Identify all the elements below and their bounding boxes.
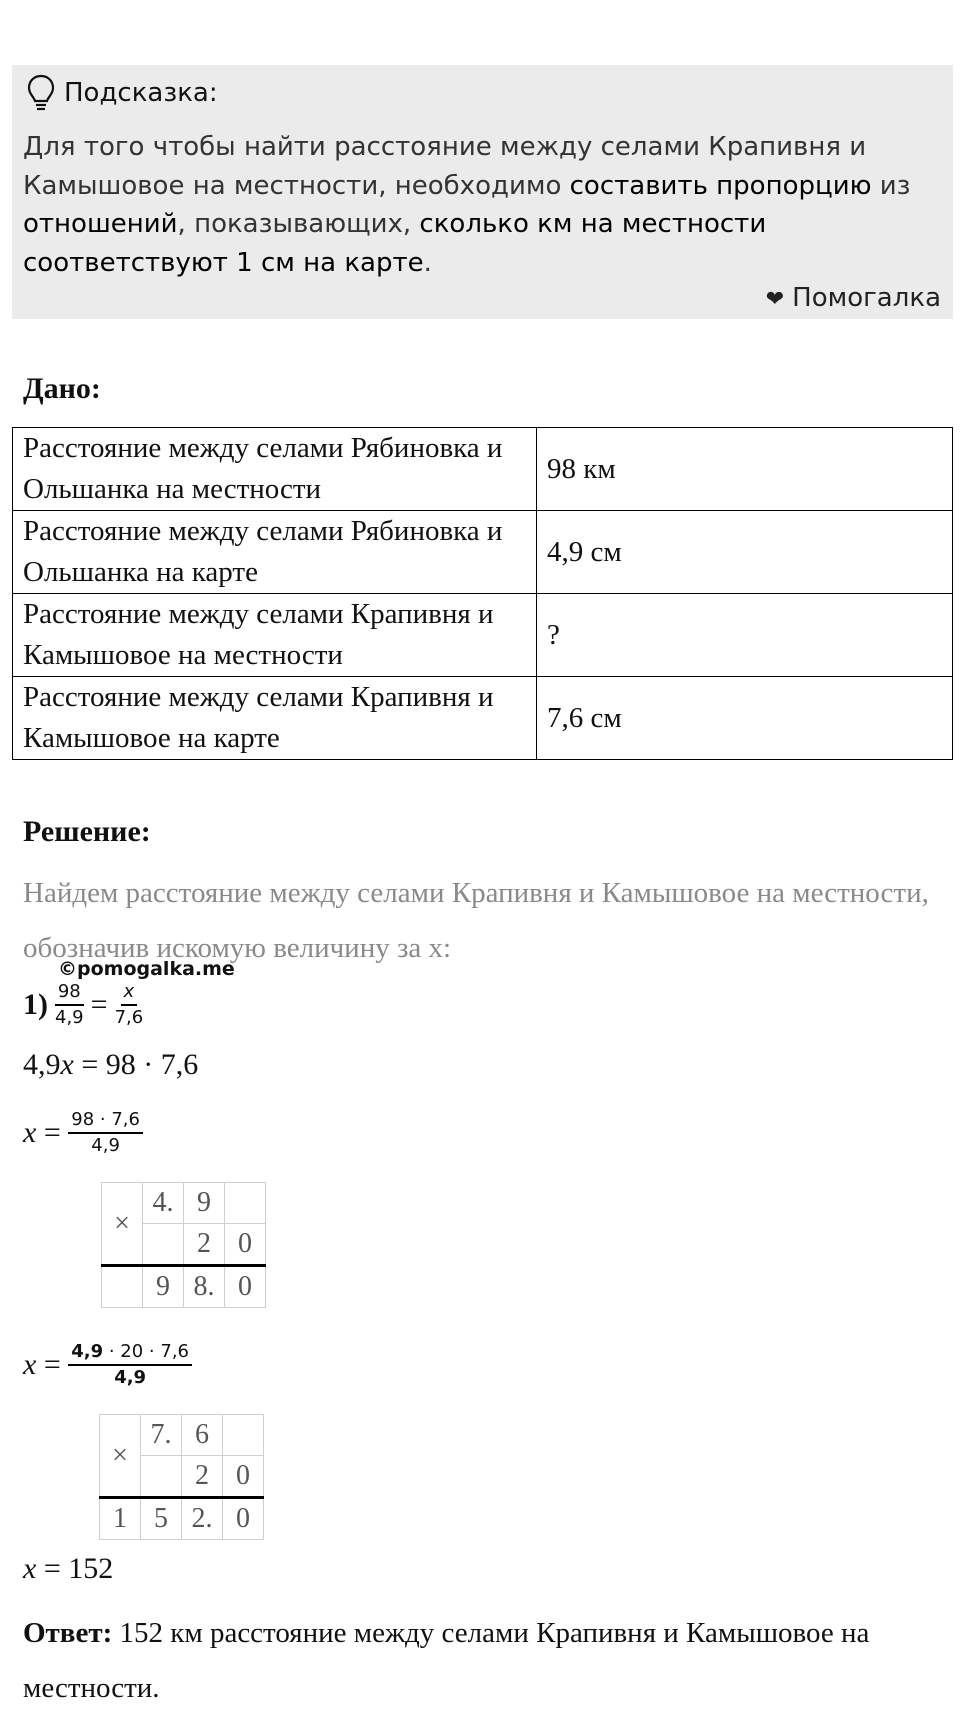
grid-cell: 0	[223, 1456, 264, 1498]
grid-cell: 4.	[143, 1183, 184, 1224]
equation-part: =	[36, 1348, 69, 1381]
answer	[23, 1606, 943, 1716]
given-label: Расстояние между селами Рябиновка и Ольшанка на карте	[13, 511, 537, 594]
equation-variable: x	[23, 1116, 37, 1149]
solution-intro: Найдем расстояние между селами Крапивня и Камышовое на местности, обозначив искомую величину за х:	[23, 877, 929, 964]
grid-cell: 5	[141, 1498, 182, 1540]
grid-cell	[225, 1183, 266, 1224]
result-line	[23, 1552, 113, 1586]
grid-cell: 2	[182, 1456, 223, 1498]
solution-heading: Решение:	[23, 815, 151, 848]
equation-line	[23, 1048, 198, 1082]
fraction-numerator: 98	[55, 980, 84, 1006]
given-table	[12, 427, 953, 760]
hint-header	[26, 73, 218, 113]
heart-icon: ❤	[765, 287, 785, 312]
given-value: 4,9 см	[537, 511, 953, 594]
grid-cell	[102, 1266, 143, 1308]
grid-cell: 1	[100, 1498, 141, 1540]
hint-box	[12, 65, 953, 319]
hint-text-part: .	[423, 247, 432, 278]
grid-cell: 6	[182, 1415, 223, 1456]
equation-variable: x	[60, 1048, 74, 1081]
hint-emphasis: отношений	[23, 209, 178, 239]
table-row	[13, 677, 953, 760]
grid-cell	[223, 1415, 264, 1456]
fraction-numerator: · 20 · 7,6	[103, 1341, 190, 1362]
given-heading: Дано:	[23, 372, 101, 405]
fraction-denominator: 4,9	[114, 1367, 147, 1388]
grid-cell	[141, 1456, 182, 1498]
answer-label: Ответ:	[23, 1617, 113, 1649]
hint-emphasis: сколько км на местности соответствуют 1 см на карте	[23, 209, 767, 278]
table-row	[13, 594, 953, 677]
grid-cell: 8.	[184, 1266, 225, 1308]
equation-variable: x	[23, 1348, 37, 1381]
equation-line	[23, 1340, 192, 1390]
grid-cell: 7.	[141, 1415, 182, 1456]
table-row	[13, 511, 953, 594]
multiplication-grid	[101, 1182, 266, 1308]
brand-link[interactable]	[766, 283, 941, 313]
multiplication-grid	[99, 1414, 264, 1540]
equation-part: = 152	[36, 1552, 114, 1585]
cancelled-factor: 4,9	[71, 1341, 104, 1362]
hint-text	[23, 128, 948, 282]
hint-text-part: из	[871, 170, 911, 201]
equals-sign: =	[90, 988, 108, 1021]
fraction	[68, 1340, 192, 1390]
hint-title: Подсказка:	[64, 78, 218, 108]
times-sign: ×	[100, 1415, 141, 1498]
grid-cell: 0	[225, 1266, 266, 1308]
hint-emphasis: составить пропорцию	[569, 170, 872, 201]
given-label: Расстояние между селами Рябиновка и Ольшанка на местности	[13, 428, 537, 511]
given-label: Расстояние между селами Крапивня и Камышовое на местности	[13, 594, 537, 677]
fraction	[112, 980, 147, 1030]
watermark: ©pomogalka.me	[58, 958, 235, 980]
given-value: 7,6 см	[537, 677, 953, 760]
equation-part: 4,9	[23, 1048, 61, 1081]
grid-cell	[143, 1224, 184, 1266]
fraction-numerator: 98 · 7,6	[68, 1108, 143, 1134]
grid-cell: 0	[223, 1498, 264, 1540]
proportion-line	[23, 980, 146, 1030]
fraction	[68, 1108, 143, 1158]
grid-cell: 9	[143, 1266, 184, 1308]
fraction-denominator: 4,9	[91, 1135, 120, 1156]
grid-cell: 9	[184, 1183, 225, 1224]
fraction	[52, 980, 87, 1030]
lightbulb-icon	[26, 73, 56, 113]
hint-text-part: , показывающих,	[177, 209, 420, 239]
fraction-denominator: 4,9	[55, 1007, 84, 1028]
times-sign: ×	[102, 1183, 143, 1266]
fraction-numerator: x	[121, 980, 138, 1006]
given-value: ?	[537, 594, 953, 677]
table-row	[13, 428, 953, 511]
grid-cell: 2	[184, 1224, 225, 1266]
equation-part: =	[36, 1116, 69, 1149]
grid-cell: 2.	[182, 1498, 223, 1540]
given-value: 98 км	[537, 428, 953, 511]
equation-part: = 98 · 7,6	[73, 1048, 199, 1081]
equation-variable: x	[23, 1552, 37, 1585]
brand-label: Помогалка	[792, 283, 941, 313]
step-label: 1)	[23, 988, 48, 1021]
hint-text-part: Для того чтобы найти расстояние между селами Крапивня и Камышовое на местности, необходимо	[23, 132, 867, 201]
equation-line	[23, 1108, 143, 1158]
grid-cell: 0	[225, 1224, 266, 1266]
fraction-denominator: 7,6	[114, 1007, 144, 1028]
answer-text: 152 км расстояние между селами Крапивня и Камышовое на местности.	[23, 1617, 870, 1704]
given-label: Расстояние между селами Крапивня и Камышовое на карте	[13, 677, 537, 760]
